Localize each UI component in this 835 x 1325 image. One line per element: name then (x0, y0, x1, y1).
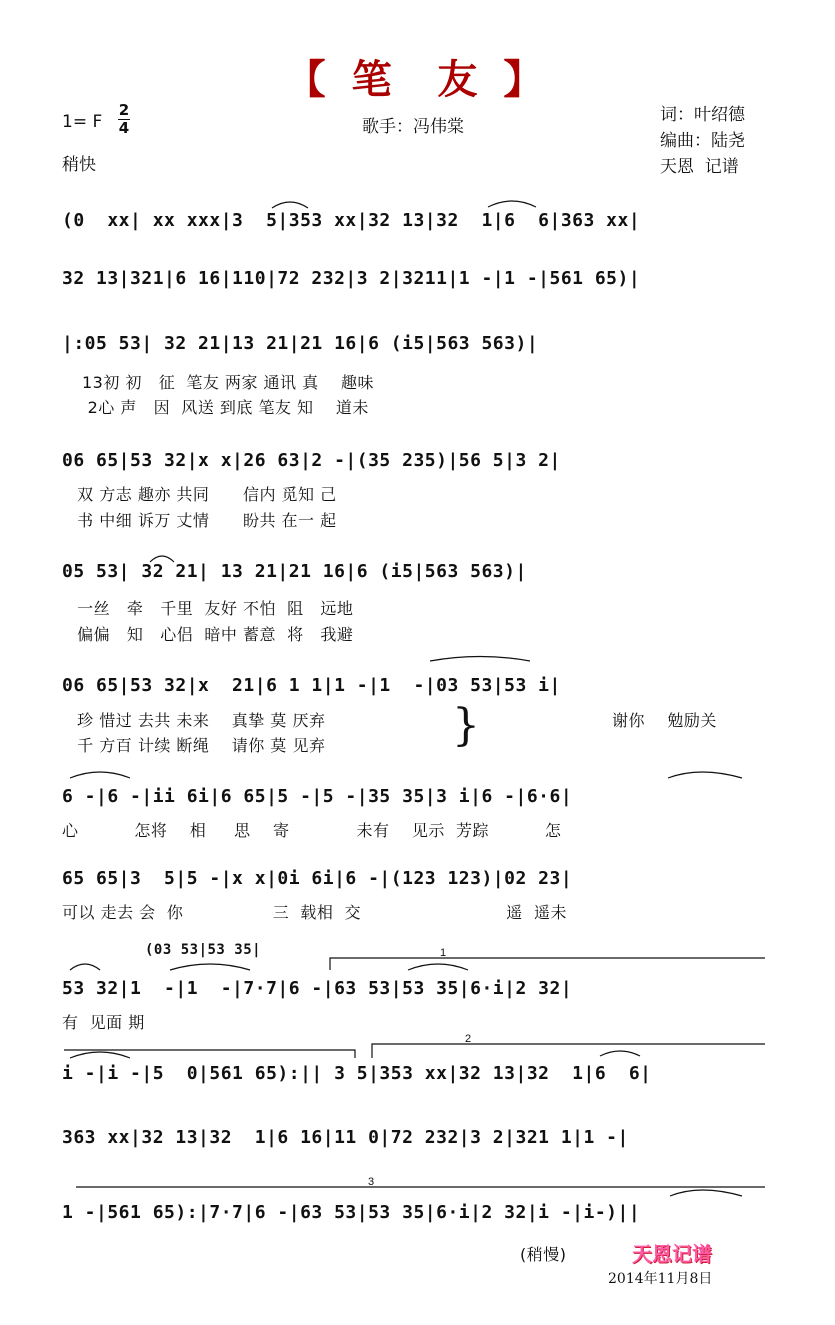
lyric-line-9: 有 见面 期 (62, 1013, 145, 1032)
notation-line-10: i -|i -|5 0|561 65):|| 3 5|353 xx|32 13|32 1|6 6| (62, 1063, 652, 1084)
singer-credit: 歌手：冯伟棠 (362, 117, 464, 137)
volta-1-label: 1 (440, 947, 447, 959)
lyric-line-6b: 千 方百 计续 断绳 请你 莫 见弃 (66, 736, 326, 755)
volta-3-label: 3 (368, 1176, 375, 1188)
lyric-line-3a: 13初 初 征 笔友 两家 通讯 真 趣味 (82, 373, 374, 392)
notation-line-7: 6 -|6 -|ii 6i|6 65|5 -|5 -|35 35|3 i|6 -|6·6| (62, 786, 573, 807)
lyricist-credit: 词：叶绍德 (660, 105, 745, 125)
tempo-marking: 稍快 (62, 155, 96, 175)
notation-line-12: 1 -|561 65):|7·7|6 -|63 53|53 35|6·i|2 32|i -|i-)|| (62, 1202, 641, 1223)
notation-line-6: 06 65|53 32|x 21|6 1 1|1 -|1 -|03 53|53 i| (62, 675, 561, 696)
transcription-date: 2014年11月8日 (608, 1271, 713, 1287)
notation-line-11: 363 xx|32 13|32 1|6 16|11 0|72 232|3 2|321 1|1 -| (62, 1127, 629, 1148)
time-signature-bottom: 4 (118, 119, 130, 137)
lyric-line-8: 可以 走去 会 你 三 载相 交 遥 遥未 (62, 903, 567, 922)
notation-line-2: 32 13|321|6 16|110|72 232|3 2|3211|1 -|1 -|561 65)| (62, 268, 641, 289)
slower-note: (稍慢) (520, 1245, 567, 1264)
notation-line-1: (0 xx| xx xxx|3 5|353 xx|32 13|32 1|6 6|363 xx| (62, 210, 641, 231)
notation-line-4: 06 65|53 32|x x|26 63|2 -|(35 235)|56 5|3 2| (62, 450, 561, 471)
lyric-line-3b: 2心 声 因 风送 到底 笔友 知 道未 (82, 398, 369, 417)
volta-2-label: 2 (465, 1033, 472, 1045)
verse-brace: } (452, 700, 480, 751)
lyric-line-5a: 一丝 牵 千里 友好 不怕 阻 远地 (66, 599, 354, 618)
notation-line-8: 65 65|3 5|5 -|x x|0i 6i|6 -|(123 123)|02 23| (62, 868, 573, 889)
song-title: 【 笔 友 】 (285, 57, 550, 103)
interlude-small: (03 53|53 35| (145, 942, 262, 958)
lyric-line-4b: 书 中细 诉万 丈情 盼共 在一 起 (66, 511, 337, 530)
notation-line-3: |:05 53| 32 21|13 21|21 16|6 (i5|563 563)| (62, 333, 539, 354)
time-signature-top: 2 (118, 101, 130, 119)
lyric-line-4a: 双 方志 趣亦 共同 信内 觅知 己 (66, 485, 337, 504)
transcriber-stamp: 天恩记谱 (632, 1242, 712, 1266)
transcriber-credit: 天恩 记谱 (660, 157, 739, 177)
lyric-line-6c: 谢你 勉励关 (612, 711, 717, 730)
lyric-line-5b: 偏偏 知 心侣 暗中 蓄意 将 我避 (66, 625, 354, 644)
arranger-credit: 编曲：陆尧 (660, 131, 745, 151)
key-signature: 1= F (62, 112, 103, 132)
lyric-line-7: 心 怎将 相 思 寄 未有 见示 芳踪 怎 (62, 821, 562, 840)
lyric-line-6a: 珍 惜过 去共 未来 真挚 莫 厌弃 (66, 711, 326, 730)
notation-line-9: 53 32|1 -|1 -|7·7|6 -|63 53|53 35|6·i|2 32| (62, 978, 573, 999)
notation-line-5: 05 53| 32 21| 13 21|21 16|6 (i5|563 563)| (62, 561, 527, 582)
